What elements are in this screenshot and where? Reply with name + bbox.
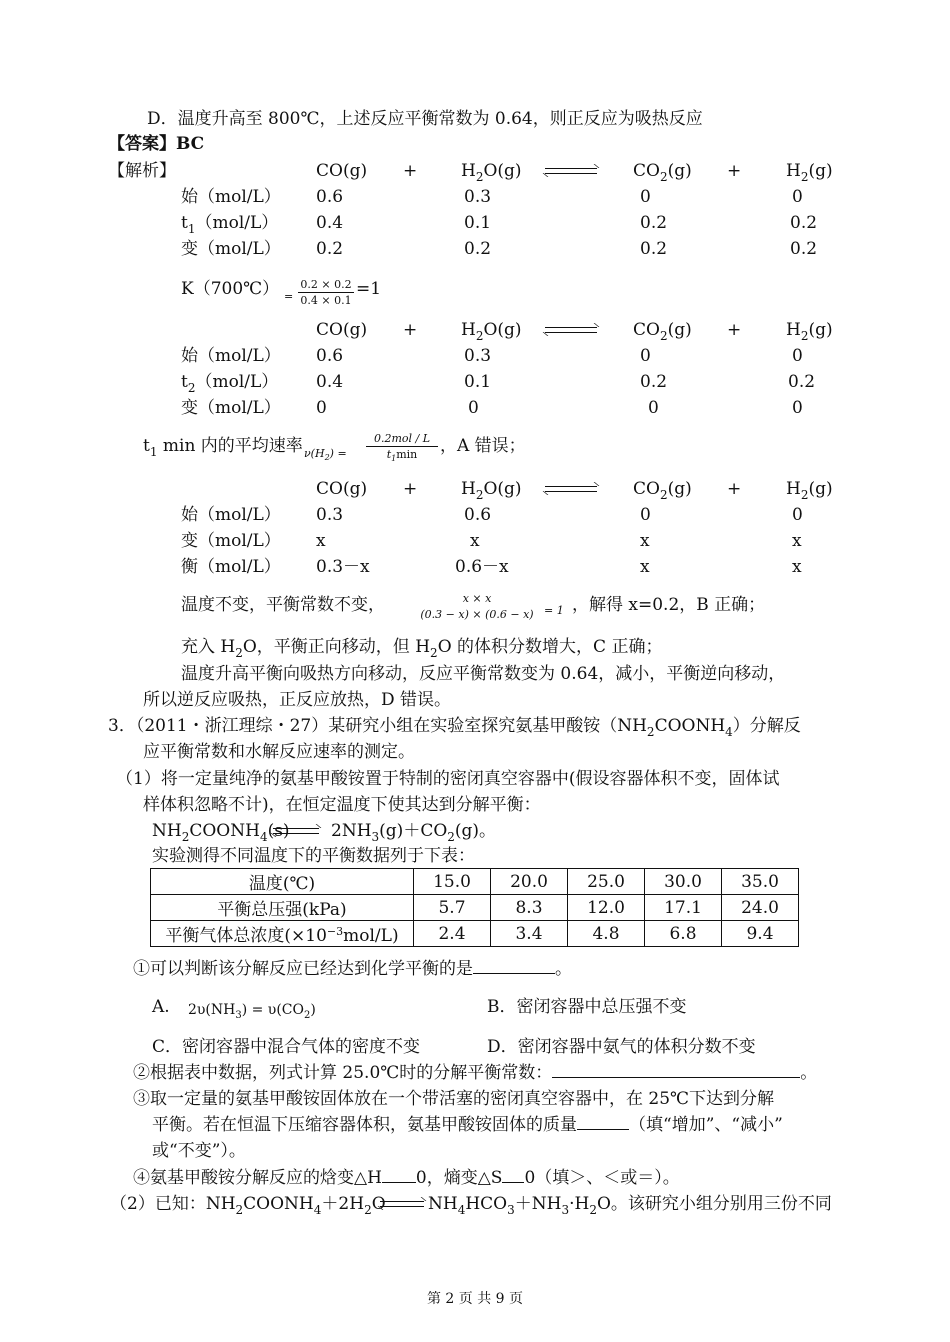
table-header-cell: 温度(℃) [151, 869, 414, 895]
table-cell: 15.0 [414, 869, 491, 895]
q3-line-1: 3．（2011・浙江理综・27）某研究小组在实验室探究氨基甲酸铵$(NH_2COONH_4)$分解反 [108, 716, 801, 739]
denominator: $t_1\min$ [386, 448, 418, 463]
part-2-lhs: （2）已知：$NH_2COONH_4+2H_2O$ [110, 1194, 386, 1217]
cell: 0 [640, 187, 651, 207]
cell: x [640, 531, 650, 551]
table-header-cell: 平衡气体总浓度$(\times 10^{-3}mol/L)$ [151, 921, 414, 947]
subq-3-line-2: 平衡。若在恒温下压缩容器体积，氨基甲酸铵固体的质量 （填“增加”、“减小” [152, 1115, 783, 1135]
subq-4: ④氨基甲酸铵分解反应的焓变△H 0，熵变△S 0（填＞、＜或＝）。 [133, 1168, 680, 1188]
k700-label: K（700℃） [181, 279, 280, 299]
cell: 0.6－x [455, 557, 509, 577]
cell: 0.1 [464, 372, 492, 392]
table-cell: 35.0 [722, 869, 799, 895]
species-co2: $CO_2(g)$ [633, 161, 692, 184]
cell: 0.6 [464, 505, 492, 525]
cell: 0.1 [464, 213, 492, 233]
answer-line: 【答案】BC [108, 134, 205, 154]
subq-3-line-1: ③取一定量的氨基甲酸铵固体放在一个带活塞的密闭真空容器中，在 25℃下达到分解 [133, 1089, 775, 1109]
species-co2: $CO_2(g)$ [633, 479, 692, 502]
cell: 0.3－x [316, 557, 370, 577]
cell: 0.3 [464, 346, 492, 366]
cell: 0.4 [316, 213, 344, 233]
equals-sign: = [284, 290, 294, 303]
cell: x [316, 531, 326, 551]
table-cell: 12.0 [568, 895, 645, 921]
temp-eq: = 1 [544, 604, 564, 617]
charge-text: 充入 $H_2O$，平衡正向移动，但 $H_2O$ 的体积分数增大，C 正确； [181, 637, 663, 660]
cell: 0.2 [316, 239, 344, 259]
table-cell: 17.1 [645, 895, 722, 921]
numerator: 0.2mol / L [373, 432, 431, 445]
equilibrium-arrow-icon [545, 166, 597, 176]
species-h2: $H_2(g)$ [786, 479, 833, 502]
plus-sign: + [727, 320, 742, 340]
row-label: 始（mol/L） [181, 346, 281, 366]
table-header-cell: 平衡总压强(kPa) [151, 895, 414, 921]
row-label: 变（mol/L） [181, 531, 281, 551]
cell: 0.3 [316, 505, 344, 525]
part-2-rhs: $NH_4HCO_3+NH_3\cdot H_2O$。该研究小组分别用三份不同 [428, 1194, 832, 1217]
option-c: C．密闭容器中混合气体的密度不变 [152, 1037, 421, 1057]
cell: 0.2 [788, 372, 816, 392]
option-a-label: A. [152, 997, 170, 1017]
subq-3-line-3: 或“不变”）。 [152, 1141, 246, 1161]
rate-prefix: $t_1$ min 内的平均速率 [143, 436, 303, 459]
row-label: 变（mol/L） [181, 239, 281, 259]
cell: 0 [792, 505, 803, 525]
cell: 0.2 [640, 239, 668, 259]
row-label: 始（mol/L） [181, 187, 281, 207]
temp-fraction [412, 592, 542, 621]
plus-sign: + [403, 479, 418, 499]
plus-sign: + [727, 161, 742, 181]
cell: 0 [640, 346, 651, 366]
rate-fraction [366, 432, 438, 461]
row-label: $t_2(mol/L)$ [181, 372, 279, 395]
cell: x [470, 531, 480, 551]
row-label: 衡（mol/L） [181, 557, 281, 577]
species-co: CO(g) [316, 161, 368, 181]
reaction-rhs: $2NH_3(g)+CO_2(g)$。 [331, 821, 497, 844]
subq-1: ①可以判断该分解反应已经达到化学平衡的是 。 [133, 959, 572, 979]
species-h2: $H_2(g)$ [786, 161, 833, 184]
cell: 0.2 [790, 213, 818, 233]
table-cell: 6.8 [645, 921, 722, 947]
p1-line-1: （1）将一定量纯净的氨基甲酸铵置于特制的密闭真空容器中(假设容器体积不变，固体试 [116, 769, 780, 789]
equilibrium-arrow-icon [545, 484, 597, 494]
table-row [151, 869, 799, 895]
table-cell: 3.4 [491, 921, 568, 947]
cell: x [792, 531, 802, 551]
table-row [151, 895, 799, 921]
row-label: 变（mol/L） [181, 398, 281, 418]
table-cell: 5.7 [414, 895, 491, 921]
cell: 0.6 [316, 187, 344, 207]
species-h2o: $H_2O(g)$ [461, 320, 522, 343]
option-b: B．密闭容器中总压强不变 [487, 997, 687, 1017]
k700-result: =1 [356, 279, 382, 299]
option-d-text: D．温度升高至 800℃，上述反应平衡常数为 0.64，则正反应为吸热反应 [147, 109, 703, 129]
option-d: D．密闭容器中氨气的体积分数不变 [487, 1037, 756, 1057]
rise-line-1: 温度升高平衡向吸热方向移动，反应平衡常数变为 0.64，减小，平衡逆向移动， [181, 664, 786, 684]
cell: 0.2 [790, 239, 818, 259]
page-footer: 第 2 页 共 9 页 [426, 1291, 524, 1307]
cell: 0.2 [464, 239, 492, 259]
cell: 0 [640, 505, 651, 525]
species-h2o: $H_2O(g)$ [461, 479, 522, 502]
analysis-label: 【解析】 [108, 161, 176, 181]
table-cell: 2.4 [414, 921, 491, 947]
species-co: CO(g) [316, 479, 368, 499]
table-cell: 24.0 [722, 895, 799, 921]
table-cell: 25.0 [568, 869, 645, 895]
reaction-lhs: $NH_2COONH_4(s)$ [152, 821, 290, 844]
cell: 0.6 [316, 346, 344, 366]
equilibrium-arrow-icon [380, 1199, 424, 1209]
row-label: $t_1(mol/L)$ [181, 213, 279, 236]
table-cell: 20.0 [491, 869, 568, 895]
temp-text: 温度不变，平衡常数不变， [181, 595, 385, 615]
cell: x [792, 557, 802, 577]
q3-line-2: 应平衡常数和水解反应速率的测定。 [143, 742, 415, 762]
temp-result: ，解得 x=0.2，B 正确； [572, 595, 766, 615]
denominator: (0.3 − x) × (0.6 − x) [420, 608, 534, 621]
cell: 0 [316, 398, 327, 418]
table-intro: 实验测得不同温度下的平衡数据列于下表： [152, 846, 475, 866]
species-co: CO(g) [316, 320, 368, 340]
rise-line-2: 所以逆反应吸热，正反应放热，D 错误。 [143, 690, 452, 710]
denominator: 0.4 × 0.1 [300, 294, 352, 307]
cell: 0.2 [640, 213, 668, 233]
row-label: 始（mol/L） [181, 505, 281, 525]
table-cell: 4.8 [568, 921, 645, 947]
species-h2: $H_2(g)$ [786, 320, 833, 343]
plus-sign: + [403, 161, 418, 181]
rate-suffix: ，A 错误； [440, 436, 526, 456]
species-h2o: $H_2O(g)$ [461, 161, 522, 184]
rate-lhs: $\nu(H_2)$ = [304, 447, 347, 462]
cell: 0 [468, 398, 479, 418]
p1-line-2: 样体积忽略不计)，在恒定温度下使其达到分解平衡： [143, 795, 541, 815]
cell: 0 [648, 398, 659, 418]
cell: x [640, 557, 650, 577]
cell: 0 [792, 187, 803, 207]
equilibrium-data-table [150, 868, 799, 947]
option-a-math: $2\upsilon(NH_3) = \upsilon(CO_2)$ [188, 1002, 316, 1021]
cell: 0.2 [640, 372, 668, 392]
numerator: 0.2 × 0.2 [300, 278, 352, 291]
subq-2: ②根据表中数据，列式计算 25.0℃时的分解平衡常数： 。 [133, 1063, 818, 1083]
cell: 0.4 [316, 372, 344, 392]
equilibrium-arrow-icon [273, 826, 319, 836]
plus-sign: + [727, 479, 742, 499]
plus-sign: + [403, 320, 418, 340]
k700-fraction [298, 278, 354, 307]
species-co2: $CO_2(g)$ [633, 320, 692, 343]
table-cell: 9.4 [722, 921, 799, 947]
cell: 0 [792, 398, 803, 418]
table-cell: 30.0 [645, 869, 722, 895]
table-row [151, 921, 799, 947]
numerator: x × x [462, 592, 492, 605]
equilibrium-arrow-icon [545, 325, 597, 335]
cell: 0.3 [464, 187, 492, 207]
table-cell: 8.3 [491, 895, 568, 921]
cell: 0 [792, 346, 803, 366]
